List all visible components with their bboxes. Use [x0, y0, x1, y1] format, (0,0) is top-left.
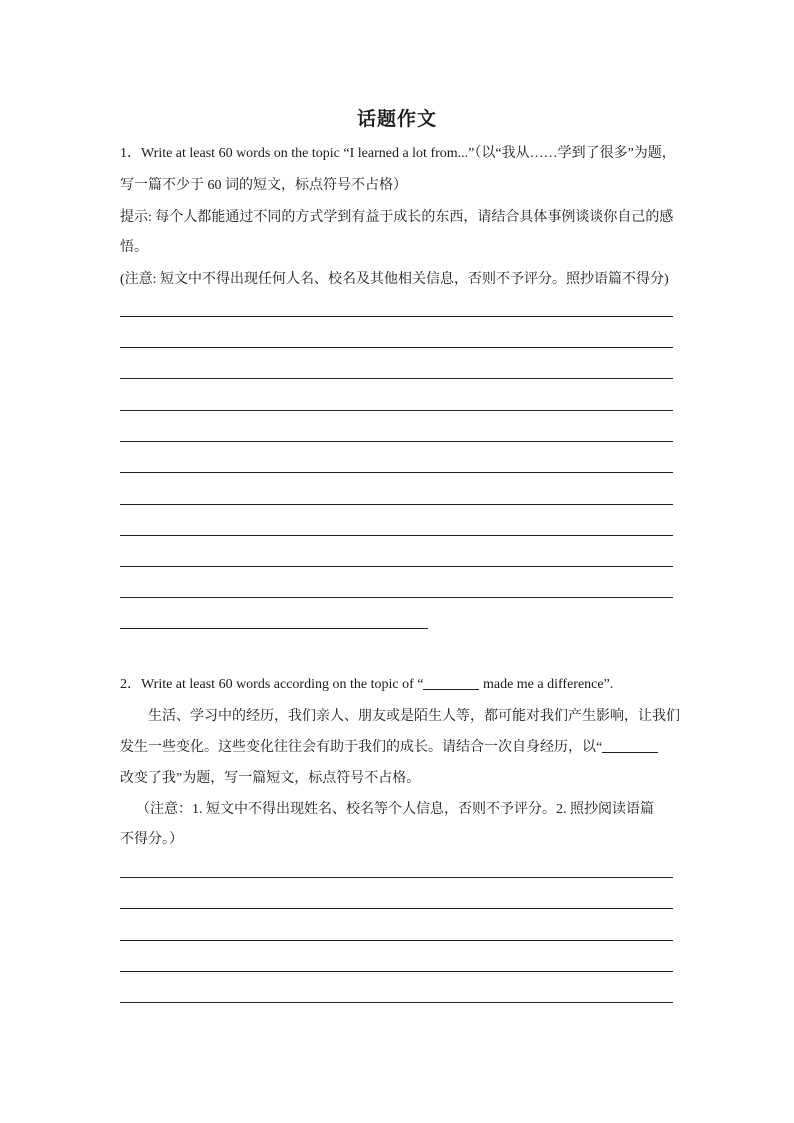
question-1-prompt-line: 1．Write at least 60 words on the topic “I learned a lot from...”（以“我从……学到了很多”为题， [120, 146, 676, 161]
answer-line[interactable] [120, 535, 673, 536]
question-2-note-line: 不得分。） [120, 832, 183, 847]
answer-line[interactable] [120, 971, 673, 972]
answer-line[interactable] [120, 472, 673, 473]
answer-line[interactable] [120, 566, 673, 567]
question-2-body-line [120, 738, 658, 758]
answer-line[interactable] [120, 628, 428, 629]
question-1-hint-line: 提示: 每个人都能通过不同的方式学到有益于成长的东西，请结合具体事例谈谈你自己的感 [120, 210, 674, 225]
answer-line[interactable] [120, 1002, 673, 1003]
answer-line[interactable] [120, 410, 673, 411]
answer-line[interactable] [120, 908, 673, 909]
question-2-prompt-prefix: 2．Write at least 60 words according on the topic of “ [120, 677, 424, 692]
question-2-prompt-line [120, 675, 613, 695]
question-2-prompt-suffix: made me a difference”. [482, 677, 614, 692]
question-1-hint-line: 悟。 [120, 240, 148, 255]
question-1-prompt-line: 写一篇不少于 60 词的短文，标点符号不占格） [120, 178, 407, 193]
page-title: 话题作文 [356, 108, 437, 130]
question-2-body-line: 生活、学习中的经历，我们亲人、朋友或是陌生人等，都可能对我们产生影响，让我们 [148, 709, 680, 724]
answer-line[interactable] [120, 347, 673, 348]
question-2-note-line: （注意：1. 短文中不得出现姓名、校名等个人信息，否则不予评分。2. 照抄阅读语篇 [136, 802, 654, 817]
question-2-body-prefix: 发生一些变化。这些变化往往会有助于我们的成长。请结合一次自身经历，以“ [120, 740, 603, 755]
answer-line[interactable] [120, 940, 673, 941]
question-2-body-line: 改变了我”为题，写一篇短文，标点符号不占格。 [120, 771, 421, 786]
answer-line[interactable] [120, 504, 673, 505]
answer-line[interactable] [120, 597, 673, 598]
answer-line[interactable] [120, 877, 673, 878]
answer-line[interactable] [120, 441, 673, 442]
title-blank[interactable] [423, 675, 479, 690]
answer-line[interactable] [120, 316, 673, 317]
answer-line[interactable] [120, 378, 673, 379]
question-1-note-line: (注意: 短文中不得出现任何人名、校名及其他相关信息，否则不予评分。照抄语篇不得分) [120, 272, 669, 287]
title-blank[interactable] [602, 738, 658, 753]
